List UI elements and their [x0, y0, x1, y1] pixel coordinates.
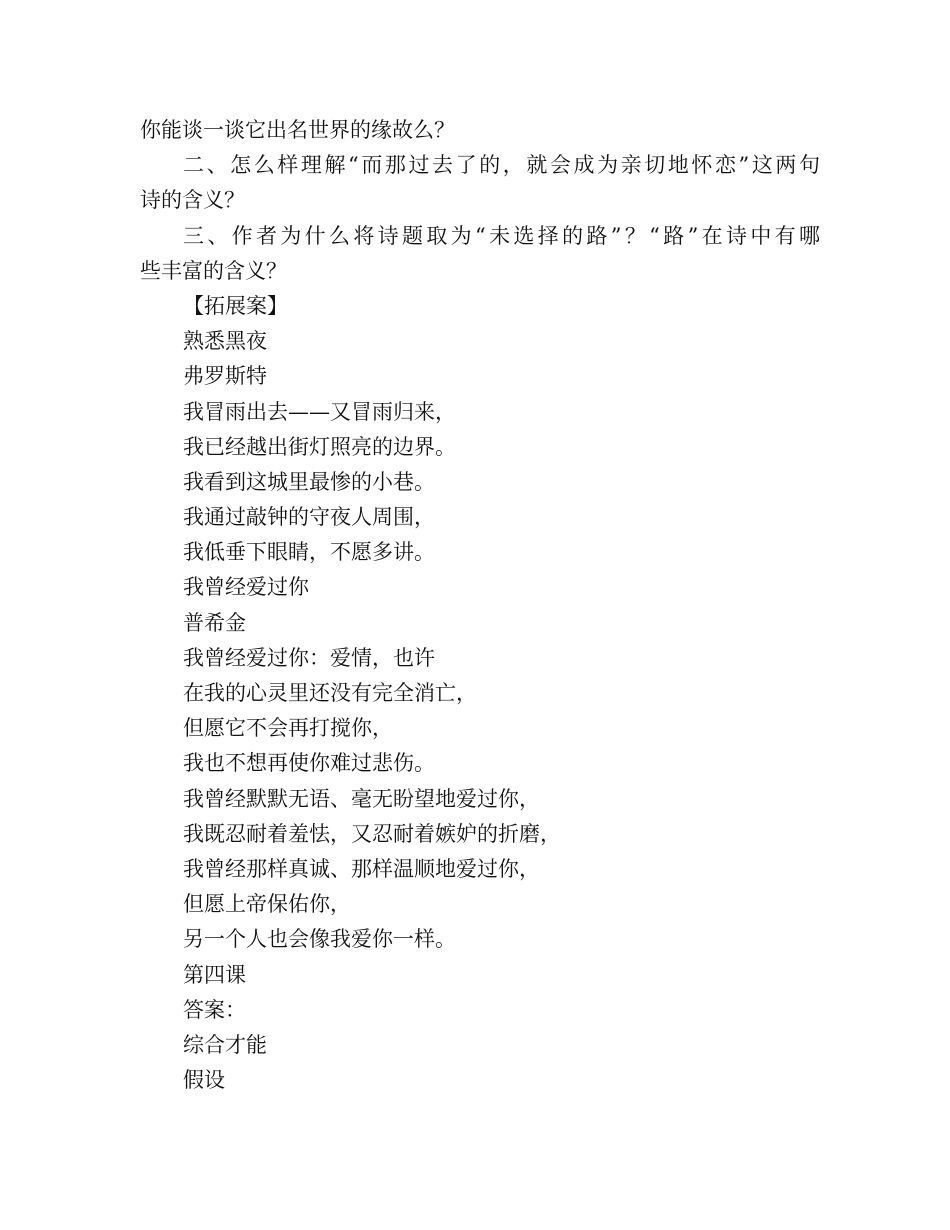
- poem-line: 我既忍耐着羞怯，又忍耐着嫉妒的折磨，: [183, 821, 561, 846]
- poem-line: 但愿它不会再打搅你，: [183, 716, 393, 741]
- answer-label: 答案：: [183, 997, 246, 1022]
- text-line: 些丰富的含义？: [140, 258, 287, 283]
- document-body: [140, 113, 820, 1098]
- section-heading: 【拓展案】: [183, 293, 288, 318]
- lesson-heading: 第四课: [183, 962, 246, 987]
- poem-title: 熟悉黑夜: [183, 329, 267, 354]
- poem-line: 我低垂下眼睛，不愿多讲。: [183, 540, 435, 565]
- poem-line: 我已经越出街灯照亮的边界。: [183, 434, 456, 459]
- poem-line: 我冒雨出去——又冒雨归来，: [183, 399, 456, 424]
- poem-line: 在我的心灵里还没有完全消亡，: [183, 681, 477, 705]
- poem-line: 但愿上帝保佑你，: [183, 892, 351, 917]
- text-line: 二、怎么样理解“而那过去了的，就会成为亲切地怀恋”这两句: [183, 153, 820, 178]
- answer-line: 假设: [183, 1068, 225, 1093]
- poem-author: 普希金: [183, 610, 246, 635]
- poem-author: 弗罗斯特: [183, 364, 267, 389]
- poem-title: 我曾经爱过你: [183, 575, 309, 600]
- poem-line: 我看到这城里最惨的小巷。: [183, 469, 435, 494]
- poem-line: 我也不想再使你难过悲伤。: [183, 751, 435, 776]
- text-line: 诗的含义？: [140, 188, 245, 213]
- answer-line: 综合才能: [183, 1032, 267, 1057]
- poem-line: 另一个人也会像我爱你一样。: [183, 927, 456, 952]
- poem-line: 我曾经那样真诚、那样温顺地爱过你，: [183, 856, 540, 881]
- poem-line: 我曾经爱过你：爱情，也许: [183, 645, 435, 670]
- text-line: 你能谈一谈它出名世界的缘故么？: [140, 118, 455, 142]
- poem-line: 我通过敲钟的守夜人周围，: [183, 505, 435, 530]
- poem-line: 我曾经默默无语、毫无盼望地爱过你，: [183, 786, 540, 811]
- text-line: 三、作者为什么将诗题取为“未选择的路”？“路”在诗中有哪: [183, 223, 820, 248]
